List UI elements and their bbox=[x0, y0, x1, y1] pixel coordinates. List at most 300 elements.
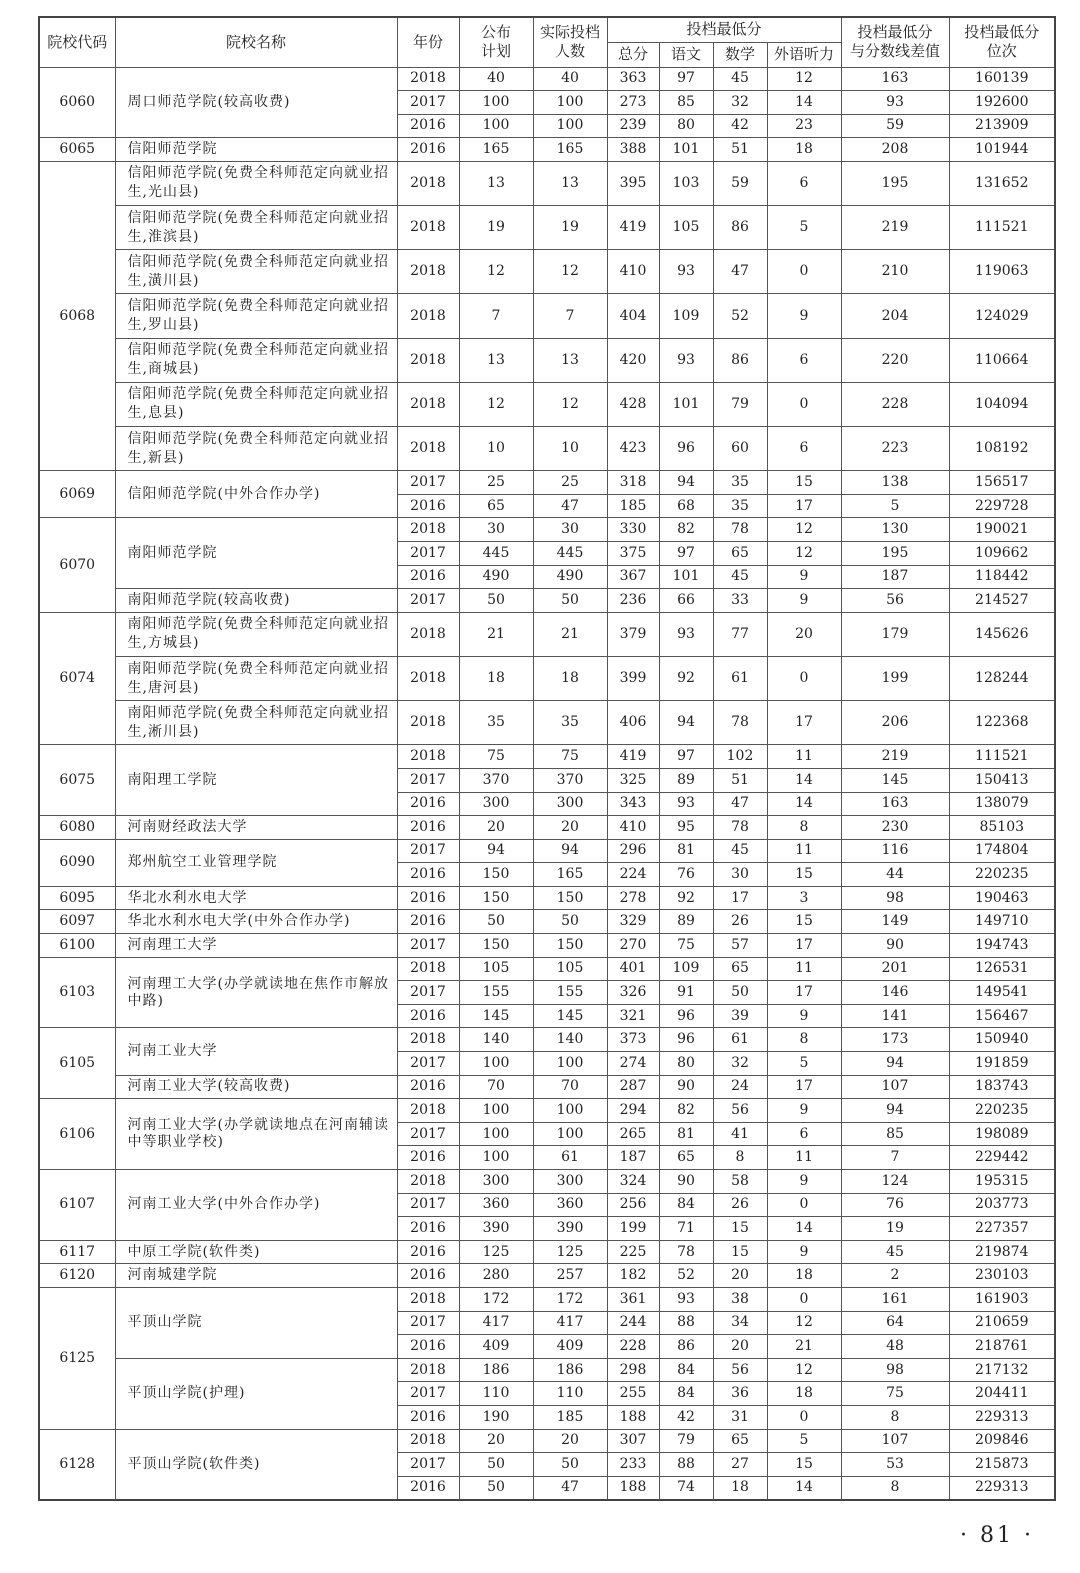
year-cell: 2018 bbox=[397, 382, 459, 426]
listening-score-cell: 14 bbox=[767, 91, 841, 115]
table-row bbox=[39, 1264, 1055, 1288]
listening-score-cell: 14 bbox=[767, 1476, 841, 1500]
total-score-cell: 410 bbox=[607, 816, 659, 840]
total-score-cell: 325 bbox=[607, 768, 659, 792]
actual-cell: 75 bbox=[533, 745, 607, 769]
score-diff-cell: 187 bbox=[841, 565, 949, 589]
year-cell: 2016 bbox=[397, 1264, 459, 1288]
listening-score-cell: 0 bbox=[767, 382, 841, 426]
table-row bbox=[39, 612, 1055, 656]
total-score-cell: 265 bbox=[607, 1122, 659, 1146]
math-score-cell: 59 bbox=[713, 161, 767, 205]
chinese-score-cell: 101 bbox=[659, 138, 713, 162]
chinese-score-cell: 88 bbox=[659, 1453, 713, 1477]
actual-cell: 172 bbox=[533, 1287, 607, 1311]
math-score-cell: 65 bbox=[713, 1429, 767, 1453]
chinese-score-cell: 103 bbox=[659, 161, 713, 205]
school-name-cell: 信阳师范学院(中外合作办学) bbox=[115, 471, 397, 518]
school-name-cell: 河南理工大学(办学就读地在焦作市解放中路) bbox=[115, 957, 397, 1028]
school-name-cell: 河南理工大学 bbox=[115, 934, 397, 958]
year-cell: 2018 bbox=[397, 1429, 459, 1453]
total-score-cell: 239 bbox=[607, 114, 659, 138]
listening-score-cell: 0 bbox=[767, 250, 841, 294]
plan-cell: 100 bbox=[459, 1052, 533, 1076]
chinese-score-cell: 66 bbox=[659, 589, 713, 613]
school-code-cell: 6117 bbox=[39, 1240, 115, 1264]
actual-cell: 20 bbox=[533, 816, 607, 840]
table-row bbox=[39, 1358, 1055, 1382]
table-row bbox=[39, 745, 1055, 769]
score-diff-cell: 94 bbox=[841, 1099, 949, 1123]
listening-score-cell: 9 bbox=[767, 1240, 841, 1264]
score-diff-cell: 199 bbox=[841, 656, 949, 700]
actual-cell: 61 bbox=[533, 1146, 607, 1170]
table-row bbox=[39, 206, 1055, 250]
table-row bbox=[39, 1075, 1055, 1099]
score-diff-cell: 53 bbox=[841, 1453, 949, 1477]
school-name-cell: 南阳理工学院 bbox=[115, 745, 397, 816]
plan-cell: 370 bbox=[459, 768, 533, 792]
plan-cell: 65 bbox=[459, 494, 533, 518]
total-score-cell: 199 bbox=[607, 1217, 659, 1241]
score-diff-cell: 195 bbox=[841, 541, 949, 565]
year-cell: 2017 bbox=[397, 1453, 459, 1477]
listening-score-cell: 6 bbox=[767, 338, 841, 382]
total-score-cell: 395 bbox=[607, 161, 659, 205]
rank-cell: 190021 bbox=[949, 518, 1055, 542]
score-diff-cell: 45 bbox=[841, 1240, 949, 1264]
year-cell: 2018 bbox=[397, 250, 459, 294]
school-code-cell: 6100 bbox=[39, 934, 115, 958]
total-score-cell: 388 bbox=[607, 138, 659, 162]
listening-score-cell: 17 bbox=[767, 981, 841, 1005]
rank-cell: 145626 bbox=[949, 612, 1055, 656]
total-score-cell: 273 bbox=[607, 91, 659, 115]
plan-cell: 70 bbox=[459, 1075, 533, 1099]
table-row bbox=[39, 886, 1055, 910]
math-score-cell: 35 bbox=[713, 494, 767, 518]
rank-cell: 192600 bbox=[949, 91, 1055, 115]
year-cell: 2017 bbox=[397, 471, 459, 495]
chinese-score-cell: 42 bbox=[659, 1405, 713, 1429]
plan-cell: 100 bbox=[459, 114, 533, 138]
year-cell: 2018 bbox=[397, 518, 459, 542]
year-cell: 2016 bbox=[397, 494, 459, 518]
score-diff-cell: 206 bbox=[841, 701, 949, 745]
actual-cell: 300 bbox=[533, 1170, 607, 1194]
actual-cell: 370 bbox=[533, 768, 607, 792]
year-cell: 2018 bbox=[397, 1028, 459, 1052]
plan-cell: 110 bbox=[459, 1382, 533, 1406]
rank-cell: 229442 bbox=[949, 1146, 1055, 1170]
score-diff-cell: 230 bbox=[841, 816, 949, 840]
plan-cell: 100 bbox=[459, 1122, 533, 1146]
listening-score-cell: 15 bbox=[767, 471, 841, 495]
score-diff-cell: 173 bbox=[841, 1028, 949, 1052]
school-name-cell: 南阳师范学院(免费全科师范定向就业招生,唐河县) bbox=[115, 656, 397, 700]
header-min-score-group: 投档最低分 bbox=[607, 17, 841, 42]
chinese-score-cell: 86 bbox=[659, 1335, 713, 1359]
listening-score-cell: 15 bbox=[767, 1453, 841, 1477]
chinese-score-cell: 101 bbox=[659, 565, 713, 589]
listening-score-cell: 12 bbox=[767, 1311, 841, 1335]
year-cell: 2018 bbox=[397, 1358, 459, 1382]
chinese-score-cell: 105 bbox=[659, 206, 713, 250]
score-diff-cell: 195 bbox=[841, 161, 949, 205]
year-cell: 2016 bbox=[397, 1476, 459, 1500]
score-diff-cell: 179 bbox=[841, 612, 949, 656]
listening-score-cell: 6 bbox=[767, 427, 841, 471]
rank-cell: 101944 bbox=[949, 138, 1055, 162]
total-score-cell: 298 bbox=[607, 1358, 659, 1382]
total-score-cell: 428 bbox=[607, 382, 659, 426]
plan-cell: 150 bbox=[459, 886, 533, 910]
rank-cell: 195315 bbox=[949, 1170, 1055, 1194]
actual-cell: 165 bbox=[533, 138, 607, 162]
school-name-cell: 河南工业大学 bbox=[115, 1028, 397, 1075]
actual-cell: 186 bbox=[533, 1358, 607, 1382]
school-name-cell: 信阳师范学院(免费全科师范定向就业招生,潢川县) bbox=[115, 250, 397, 294]
listening-score-cell: 18 bbox=[767, 138, 841, 162]
math-score-cell: 78 bbox=[713, 816, 767, 840]
plan-cell: 12 bbox=[459, 382, 533, 426]
math-score-cell: 26 bbox=[713, 910, 767, 934]
math-score-cell: 47 bbox=[713, 250, 767, 294]
math-score-cell: 30 bbox=[713, 863, 767, 887]
school-name-cell: 平顶山学院(软件类) bbox=[115, 1429, 397, 1500]
year-cell: 2016 bbox=[397, 863, 459, 887]
table-row bbox=[39, 338, 1055, 382]
school-name-cell: 中原工学院(软件类) bbox=[115, 1240, 397, 1264]
plan-cell: 155 bbox=[459, 981, 533, 1005]
actual-cell: 140 bbox=[533, 1028, 607, 1052]
rank-cell: 210659 bbox=[949, 1311, 1055, 1335]
school-name-cell: 华北水利水电大学(中外合作办学) bbox=[115, 910, 397, 934]
plan-cell: 50 bbox=[459, 1453, 533, 1477]
year-cell: 2016 bbox=[397, 1075, 459, 1099]
plan-cell: 140 bbox=[459, 1028, 533, 1052]
listening-score-cell: 5 bbox=[767, 1429, 841, 1453]
listening-score-cell: 6 bbox=[767, 1122, 841, 1146]
score-diff-cell: 2 bbox=[841, 1264, 949, 1288]
table-row bbox=[39, 1429, 1055, 1453]
chinese-score-cell: 93 bbox=[659, 338, 713, 382]
rank-cell: 131652 bbox=[949, 161, 1055, 205]
school-name-cell: 信阳师范学院(免费全科师范定向就业招生,罗山县) bbox=[115, 294, 397, 338]
listening-score-cell: 14 bbox=[767, 792, 841, 816]
actual-cell: 25 bbox=[533, 471, 607, 495]
school-code-cell: 6090 bbox=[39, 839, 115, 886]
rank-cell: 124029 bbox=[949, 294, 1055, 338]
header-math: 数学 bbox=[713, 42, 767, 67]
rank-cell: 111521 bbox=[949, 206, 1055, 250]
actual-cell: 100 bbox=[533, 1122, 607, 1146]
table-body bbox=[39, 67, 1055, 1500]
math-score-cell: 77 bbox=[713, 612, 767, 656]
plan-cell: 100 bbox=[459, 91, 533, 115]
score-diff-cell: 107 bbox=[841, 1075, 949, 1099]
plan-cell: 190 bbox=[459, 1405, 533, 1429]
plan-cell: 94 bbox=[459, 839, 533, 863]
chinese-score-cell: 71 bbox=[659, 1217, 713, 1241]
actual-cell: 105 bbox=[533, 957, 607, 981]
school-name-cell: 南阳师范学院 bbox=[115, 518, 397, 589]
actual-cell: 47 bbox=[533, 494, 607, 518]
math-score-cell: 47 bbox=[713, 792, 767, 816]
listening-score-cell: 12 bbox=[767, 541, 841, 565]
year-cell: 2017 bbox=[397, 981, 459, 1005]
actual-cell: 94 bbox=[533, 839, 607, 863]
math-score-cell: 60 bbox=[713, 427, 767, 471]
plan-cell: 145 bbox=[459, 1004, 533, 1028]
school-name-cell: 南阳师范学院(较高收费) bbox=[115, 589, 397, 613]
header-year: 年份 bbox=[397, 17, 459, 67]
chinese-score-cell: 85 bbox=[659, 91, 713, 115]
total-score-cell: 294 bbox=[607, 1099, 659, 1123]
table-row bbox=[39, 1240, 1055, 1264]
chinese-score-cell: 80 bbox=[659, 1052, 713, 1076]
actual-cell: 21 bbox=[533, 612, 607, 656]
rank-cell: 229313 bbox=[949, 1476, 1055, 1500]
score-diff-cell: 130 bbox=[841, 518, 949, 542]
score-diff-cell: 98 bbox=[841, 1358, 949, 1382]
header-listening: 外语听力 bbox=[767, 42, 841, 67]
listening-score-cell: 21 bbox=[767, 1335, 841, 1359]
actual-cell: 18 bbox=[533, 656, 607, 700]
listening-score-cell: 11 bbox=[767, 745, 841, 769]
plan-cell: 20 bbox=[459, 816, 533, 840]
math-score-cell: 33 bbox=[713, 589, 767, 613]
year-cell: 2017 bbox=[397, 1193, 459, 1217]
math-score-cell: 36 bbox=[713, 1382, 767, 1406]
rank-cell: 183743 bbox=[949, 1075, 1055, 1099]
actual-cell: 155 bbox=[533, 981, 607, 1005]
score-diff-cell: 161 bbox=[841, 1287, 949, 1311]
listening-score-cell: 20 bbox=[767, 612, 841, 656]
rank-cell: 149541 bbox=[949, 981, 1055, 1005]
actual-cell: 13 bbox=[533, 338, 607, 382]
table-row bbox=[39, 701, 1055, 745]
math-score-cell: 86 bbox=[713, 206, 767, 250]
chinese-score-cell: 109 bbox=[659, 294, 713, 338]
year-cell: 2018 bbox=[397, 161, 459, 205]
actual-cell: 12 bbox=[533, 382, 607, 426]
school-code-cell: 6128 bbox=[39, 1429, 115, 1500]
rank-cell: 119063 bbox=[949, 250, 1055, 294]
header-total: 总分 bbox=[607, 42, 659, 67]
score-diff-cell: 149 bbox=[841, 910, 949, 934]
total-score-cell: 236 bbox=[607, 589, 659, 613]
math-score-cell: 102 bbox=[713, 745, 767, 769]
table-row bbox=[39, 839, 1055, 863]
total-score-cell: 274 bbox=[607, 1052, 659, 1076]
score-diff-cell: 223 bbox=[841, 427, 949, 471]
chinese-score-cell: 81 bbox=[659, 839, 713, 863]
year-cell: 2018 bbox=[397, 427, 459, 471]
rank-cell: 229313 bbox=[949, 1405, 1055, 1429]
school-code-cell: 6069 bbox=[39, 471, 115, 518]
plan-cell: 445 bbox=[459, 541, 533, 565]
listening-score-cell: 17 bbox=[767, 494, 841, 518]
year-cell: 2018 bbox=[397, 745, 459, 769]
listening-score-cell: 23 bbox=[767, 114, 841, 138]
plan-cell: 50 bbox=[459, 910, 533, 934]
rank-cell: 194743 bbox=[949, 934, 1055, 958]
table-row bbox=[39, 471, 1055, 495]
chinese-score-cell: 79 bbox=[659, 1429, 713, 1453]
math-score-cell: 35 bbox=[713, 471, 767, 495]
score-diff-cell: 8 bbox=[841, 1405, 949, 1429]
actual-cell: 20 bbox=[533, 1429, 607, 1453]
rank-cell: 161903 bbox=[949, 1287, 1055, 1311]
listening-score-cell: 9 bbox=[767, 294, 841, 338]
chinese-score-cell: 93 bbox=[659, 250, 713, 294]
year-cell: 2018 bbox=[397, 206, 459, 250]
school-name-cell: 信阳师范学院(免费全科师范定向就业招生,商城县) bbox=[115, 338, 397, 382]
total-score-cell: 185 bbox=[607, 494, 659, 518]
table-row bbox=[39, 589, 1055, 613]
year-cell: 2018 bbox=[397, 1287, 459, 1311]
table-row bbox=[39, 1170, 1055, 1194]
year-cell: 2017 bbox=[397, 541, 459, 565]
actual-cell: 50 bbox=[533, 910, 607, 934]
total-score-cell: 318 bbox=[607, 471, 659, 495]
actual-cell: 100 bbox=[533, 1099, 607, 1123]
chinese-score-cell: 93 bbox=[659, 612, 713, 656]
year-cell: 2016 bbox=[397, 1405, 459, 1429]
total-score-cell: 228 bbox=[607, 1335, 659, 1359]
chinese-score-cell: 90 bbox=[659, 1170, 713, 1194]
score-diff-cell: 7 bbox=[841, 1146, 949, 1170]
total-score-cell: 404 bbox=[607, 294, 659, 338]
header-code: 院校代码 bbox=[39, 17, 115, 67]
year-cell: 2017 bbox=[397, 839, 459, 863]
plan-cell: 13 bbox=[459, 161, 533, 205]
math-score-cell: 31 bbox=[713, 1405, 767, 1429]
plan-cell: 150 bbox=[459, 863, 533, 887]
listening-score-cell: 17 bbox=[767, 934, 841, 958]
plan-cell: 300 bbox=[459, 792, 533, 816]
chinese-score-cell: 94 bbox=[659, 471, 713, 495]
math-score-cell: 86 bbox=[713, 338, 767, 382]
school-code-cell: 6103 bbox=[39, 957, 115, 1028]
actual-cell: 50 bbox=[533, 1453, 607, 1477]
total-score-cell: 410 bbox=[607, 250, 659, 294]
school-code-cell: 6097 bbox=[39, 910, 115, 934]
actual-cell: 7 bbox=[533, 294, 607, 338]
year-cell: 2016 bbox=[397, 910, 459, 934]
total-score-cell: 361 bbox=[607, 1287, 659, 1311]
plan-cell: 300 bbox=[459, 1170, 533, 1194]
school-name-cell: 平顶山学院(护理) bbox=[115, 1358, 397, 1429]
school-name-cell: 河南工业大学(中外合作办学) bbox=[115, 1170, 397, 1241]
score-diff-cell: 90 bbox=[841, 934, 949, 958]
table-row bbox=[39, 427, 1055, 471]
total-score-cell: 420 bbox=[607, 338, 659, 382]
rank-cell: 191859 bbox=[949, 1052, 1055, 1076]
actual-cell: 360 bbox=[533, 1193, 607, 1217]
score-diff-cell: 141 bbox=[841, 1004, 949, 1028]
math-score-cell: 52 bbox=[713, 294, 767, 338]
plan-cell: 13 bbox=[459, 338, 533, 382]
year-cell: 2017 bbox=[397, 589, 459, 613]
rank-cell: 150413 bbox=[949, 768, 1055, 792]
rank-cell: 149710 bbox=[949, 910, 1055, 934]
header-rank: 投档最低分 位次 bbox=[949, 17, 1055, 67]
school-code-cell: 6060 bbox=[39, 67, 115, 138]
chinese-score-cell: 95 bbox=[659, 816, 713, 840]
school-name-cell: 信阳师范学院(免费全科师范定向就业招生,新县) bbox=[115, 427, 397, 471]
plan-cell: 18 bbox=[459, 656, 533, 700]
actual-cell: 100 bbox=[533, 91, 607, 115]
plan-cell: 172 bbox=[459, 1287, 533, 1311]
actual-cell: 490 bbox=[533, 565, 607, 589]
actual-cell: 35 bbox=[533, 701, 607, 745]
chinese-score-cell: 74 bbox=[659, 1476, 713, 1500]
score-diff-cell: 208 bbox=[841, 138, 949, 162]
rank-cell: 128244 bbox=[949, 656, 1055, 700]
score-diff-cell: 64 bbox=[841, 1311, 949, 1335]
listening-score-cell: 9 bbox=[767, 1099, 841, 1123]
plan-cell: 409 bbox=[459, 1335, 533, 1359]
total-score-cell: 343 bbox=[607, 792, 659, 816]
total-score-cell: 379 bbox=[607, 612, 659, 656]
score-diff-cell: 124 bbox=[841, 1170, 949, 1194]
year-cell: 2016 bbox=[397, 792, 459, 816]
chinese-score-cell: 93 bbox=[659, 792, 713, 816]
math-score-cell: 15 bbox=[713, 1217, 767, 1241]
rank-cell: 118442 bbox=[949, 565, 1055, 589]
chinese-score-cell: 101 bbox=[659, 382, 713, 426]
rank-cell: 104094 bbox=[949, 382, 1055, 426]
math-score-cell: 39 bbox=[713, 1004, 767, 1028]
plan-cell: 21 bbox=[459, 612, 533, 656]
year-cell: 2016 bbox=[397, 1146, 459, 1170]
year-cell: 2016 bbox=[397, 114, 459, 138]
rank-cell: 218761 bbox=[949, 1335, 1055, 1359]
page-number: · 81 · bbox=[960, 1523, 1034, 1548]
plan-cell: 100 bbox=[459, 1099, 533, 1123]
school-code-cell: 6107 bbox=[39, 1170, 115, 1241]
rank-cell: 229728 bbox=[949, 494, 1055, 518]
score-diff-cell: 56 bbox=[841, 589, 949, 613]
total-score-cell: 225 bbox=[607, 1240, 659, 1264]
chinese-score-cell: 96 bbox=[659, 427, 713, 471]
plan-cell: 150 bbox=[459, 934, 533, 958]
plan-cell: 100 bbox=[459, 1146, 533, 1170]
actual-cell: 30 bbox=[533, 518, 607, 542]
score-diff-cell: 107 bbox=[841, 1429, 949, 1453]
table-row bbox=[39, 67, 1055, 91]
school-code-cell: 6065 bbox=[39, 138, 115, 162]
listening-score-cell: 8 bbox=[767, 1028, 841, 1052]
actual-cell: 165 bbox=[533, 863, 607, 887]
school-name-cell: 河南城建学院 bbox=[115, 1264, 397, 1288]
year-cell: 2018 bbox=[397, 656, 459, 700]
listening-score-cell: 14 bbox=[767, 1217, 841, 1241]
school-code-cell: 6068 bbox=[39, 161, 115, 470]
listening-score-cell: 12 bbox=[767, 67, 841, 91]
chinese-score-cell: 88 bbox=[659, 1311, 713, 1335]
math-score-cell: 26 bbox=[713, 1193, 767, 1217]
year-cell: 2017 bbox=[397, 1122, 459, 1146]
total-score-cell: 375 bbox=[607, 541, 659, 565]
total-score-cell: 399 bbox=[607, 656, 659, 700]
score-diff-cell: 219 bbox=[841, 206, 949, 250]
year-cell: 2018 bbox=[397, 294, 459, 338]
plan-cell: 40 bbox=[459, 67, 533, 91]
math-score-cell: 65 bbox=[713, 957, 767, 981]
